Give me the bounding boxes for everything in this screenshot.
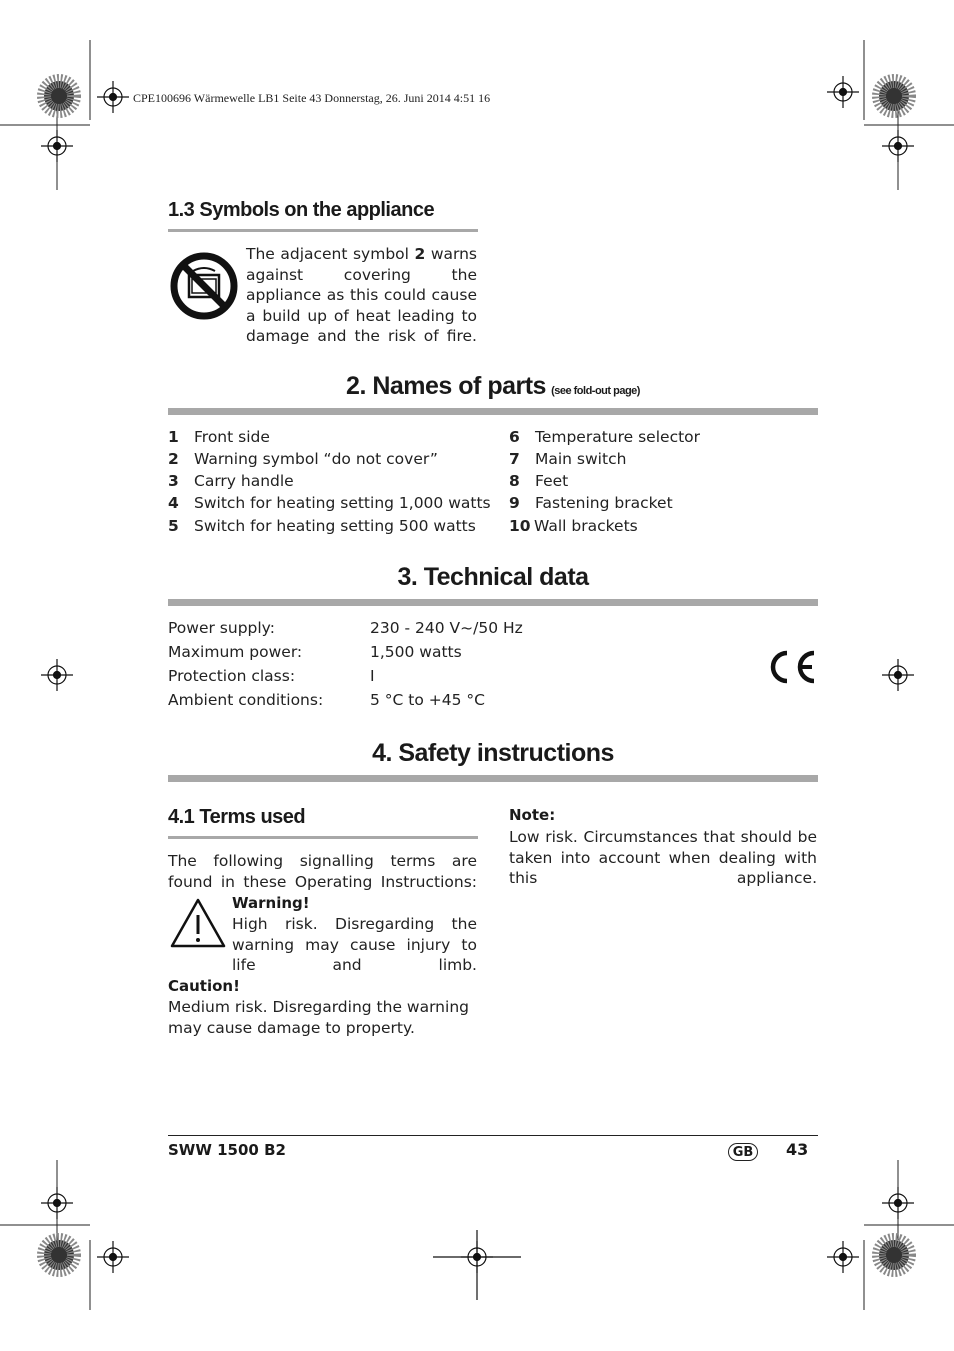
ce-mark-icon bbox=[766, 648, 818, 686]
tech-value: 230 - 240 V~/50 Hz bbox=[370, 619, 523, 637]
list-item: 4 Switch for heating setting 1,000 watts bbox=[168, 494, 491, 512]
terms-intro: The following signalling terms are found in these Operating Instructions: bbox=[168, 852, 477, 891]
tech-label: Maximum power: bbox=[168, 643, 303, 661]
list-item: 5 Switch for heating setting 500 watts bbox=[168, 517, 476, 535]
note-label: Note: bbox=[509, 806, 556, 824]
print-header: CPE100696 Wärmewelle LB1 Seite 43 Donnerstag, 26. Juni 2014 4:51 16 bbox=[133, 91, 491, 105]
section-3-rule bbox=[168, 599, 818, 606]
list-item: 2 Warning symbol “do not cover” bbox=[168, 450, 438, 468]
section-4-1-heading: 4.1 Terms used bbox=[168, 806, 306, 828]
caution-text: Medium risk. Disregarding the warning may cause damage to property. bbox=[168, 998, 469, 1037]
page-number: 43 bbox=[786, 1140, 809, 1159]
list-item: 7 Main switch bbox=[509, 450, 627, 468]
do-not-cover-icon bbox=[169, 251, 239, 321]
list-item: 3 Carry handle bbox=[168, 472, 294, 490]
list-item: 1 Front side bbox=[168, 428, 270, 446]
tech-label: Ambient conditions: bbox=[168, 691, 324, 709]
tech-value: 5 °C to +45 °C bbox=[370, 691, 485, 709]
list-item: 9 Fastening bracket bbox=[509, 494, 673, 512]
section-4-rule bbox=[168, 775, 818, 782]
section-1-3-heading: 1.3 Symbols on the appliance bbox=[168, 199, 435, 221]
list-item: 6 Temperature selector bbox=[509, 428, 701, 446]
footer-model: SWW 1500 B2 bbox=[168, 1141, 286, 1159]
list-item: 8 Feet bbox=[509, 472, 569, 490]
tech-value: I bbox=[370, 667, 375, 685]
list-item: 10 Wall brackets bbox=[509, 517, 638, 535]
warning-label: Warning! bbox=[232, 894, 310, 912]
section-2-heading: 2. Names of parts bbox=[346, 372, 546, 400]
country-badge: GB bbox=[728, 1143, 758, 1161]
caution-label: Caution! bbox=[168, 977, 240, 995]
section-1-3-text: The adjacent symbol 2 warns against covering the appliance as this could cause a build up of heat leading to damage and the risk of fire. bbox=[246, 245, 477, 345]
tech-label: Protection class: bbox=[168, 667, 296, 685]
warning-text: High risk. Disregarding the warning may cause injury to life and limb. bbox=[232, 915, 477, 974]
section-1-3-rule bbox=[168, 229, 478, 232]
section-2-heading-wrap bbox=[168, 372, 818, 401]
warning-triangle-icon bbox=[169, 897, 227, 949]
footer-rule bbox=[168, 1135, 818, 1136]
section-2-rule bbox=[168, 408, 818, 415]
note-text: Low risk. Circumstances that should be taken into account when dealing with this appliance. bbox=[509, 828, 817, 887]
tech-label: Power supply: bbox=[168, 619, 275, 637]
section-3-heading: 3. Technical data bbox=[397, 563, 589, 591]
tech-value: 1,500 watts bbox=[370, 643, 462, 661]
fold-out-note: (see fold-out page) bbox=[551, 385, 640, 397]
section-4-1-rule bbox=[168, 836, 478, 839]
section-4-heading: 4. Safety instructions bbox=[372, 739, 614, 767]
